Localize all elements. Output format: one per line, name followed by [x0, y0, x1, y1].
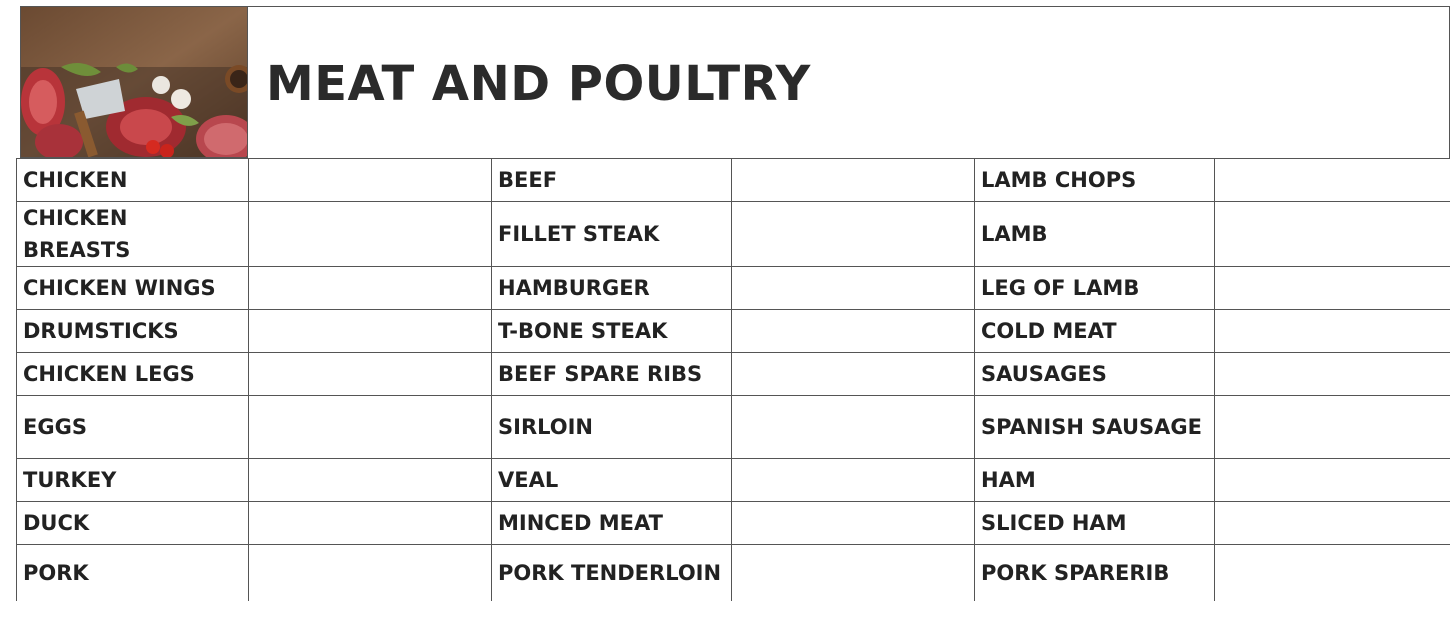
checkbox-cell[interactable] — [1215, 459, 1450, 502]
table-row — [17, 396, 1450, 459]
item-label: CHICKEN — [17, 159, 249, 202]
item-label: EGGS — [17, 396, 249, 459]
checkbox-cell[interactable] — [732, 459, 975, 502]
checkbox-cell[interactable] — [249, 459, 492, 502]
item-label: DUCK — [17, 502, 249, 545]
shopping-list-table — [16, 158, 1450, 601]
checkbox-cell[interactable] — [732, 159, 975, 202]
item-label: PORK SPARERIB — [975, 545, 1215, 602]
item-label: LEG OF LAMB — [975, 267, 1215, 310]
checkbox-cell[interactable] — [732, 310, 975, 353]
checkbox-cell[interactable] — [1215, 202, 1450, 267]
table-row — [17, 202, 1450, 267]
item-label: SAUSAGES — [975, 353, 1215, 396]
item-label: COLD MEAT — [975, 310, 1215, 353]
checkbox-cell[interactable] — [732, 202, 975, 267]
table-row — [17, 310, 1450, 353]
checkbox-cell[interactable] — [732, 353, 975, 396]
checkbox-cell[interactable] — [249, 159, 492, 202]
checkbox-cell[interactable] — [1215, 396, 1450, 459]
checkbox-cell[interactable] — [249, 310, 492, 353]
checkbox-cell[interactable] — [249, 545, 492, 602]
item-label: HAM — [975, 459, 1215, 502]
item-label: TURKEY — [17, 459, 249, 502]
item-label: MINCED MEAT — [492, 502, 732, 545]
table-row — [17, 459, 1450, 502]
checkbox-cell[interactable] — [732, 502, 975, 545]
checkbox-cell[interactable] — [732, 545, 975, 602]
item-label: HAMBURGER — [492, 267, 732, 310]
item-label: SIRLOIN — [492, 396, 732, 459]
item-label: VEAL — [492, 459, 732, 502]
checkbox-cell[interactable] — [1215, 545, 1450, 602]
item-label: FILLET STEAK — [492, 202, 732, 267]
header-top-border — [248, 6, 1450, 7]
table-row — [17, 267, 1450, 310]
item-label: SLICED HAM — [975, 502, 1215, 545]
item-label: PORK — [17, 545, 249, 602]
item-label: BEEF — [492, 159, 732, 202]
checkbox-cell[interactable] — [249, 353, 492, 396]
item-label: CHICKEN BREASTS — [17, 202, 249, 267]
item-label: LAMB — [975, 202, 1215, 267]
checkbox-cell[interactable] — [1215, 159, 1450, 202]
checkbox-cell[interactable] — [1215, 310, 1450, 353]
item-label: CHICKEN WINGS — [17, 267, 249, 310]
item-label: DRUMSTICKS — [17, 310, 249, 353]
checkbox-cell[interactable] — [1215, 353, 1450, 396]
meat-photo-icon — [21, 7, 248, 158]
item-label: T-BONE STEAK — [492, 310, 732, 353]
table-row — [17, 545, 1450, 602]
checkbox-cell[interactable] — [732, 396, 975, 459]
item-label: BEEF SPARE RIBS — [492, 353, 732, 396]
checkbox-cell[interactable] — [249, 202, 492, 267]
table-row — [17, 159, 1450, 202]
checkbox-cell[interactable] — [249, 502, 492, 545]
item-label: SPANISH SAUSAGE — [975, 396, 1215, 459]
item-label: CHICKEN LEGS — [17, 353, 249, 396]
item-label: PORK TENDERLOIN — [492, 545, 732, 602]
checkbox-cell[interactable] — [1215, 267, 1450, 310]
checkbox-cell[interactable] — [249, 396, 492, 459]
checkbox-cell[interactable] — [1215, 502, 1450, 545]
header-photo — [20, 6, 248, 158]
checkbox-cell[interactable] — [732, 267, 975, 310]
table-row — [17, 502, 1450, 545]
item-label: LAMB CHOPS — [975, 159, 1215, 202]
table-row — [17, 353, 1450, 396]
checkbox-cell[interactable] — [249, 267, 492, 310]
page-title: MEAT AND POULTRY — [266, 56, 811, 112]
